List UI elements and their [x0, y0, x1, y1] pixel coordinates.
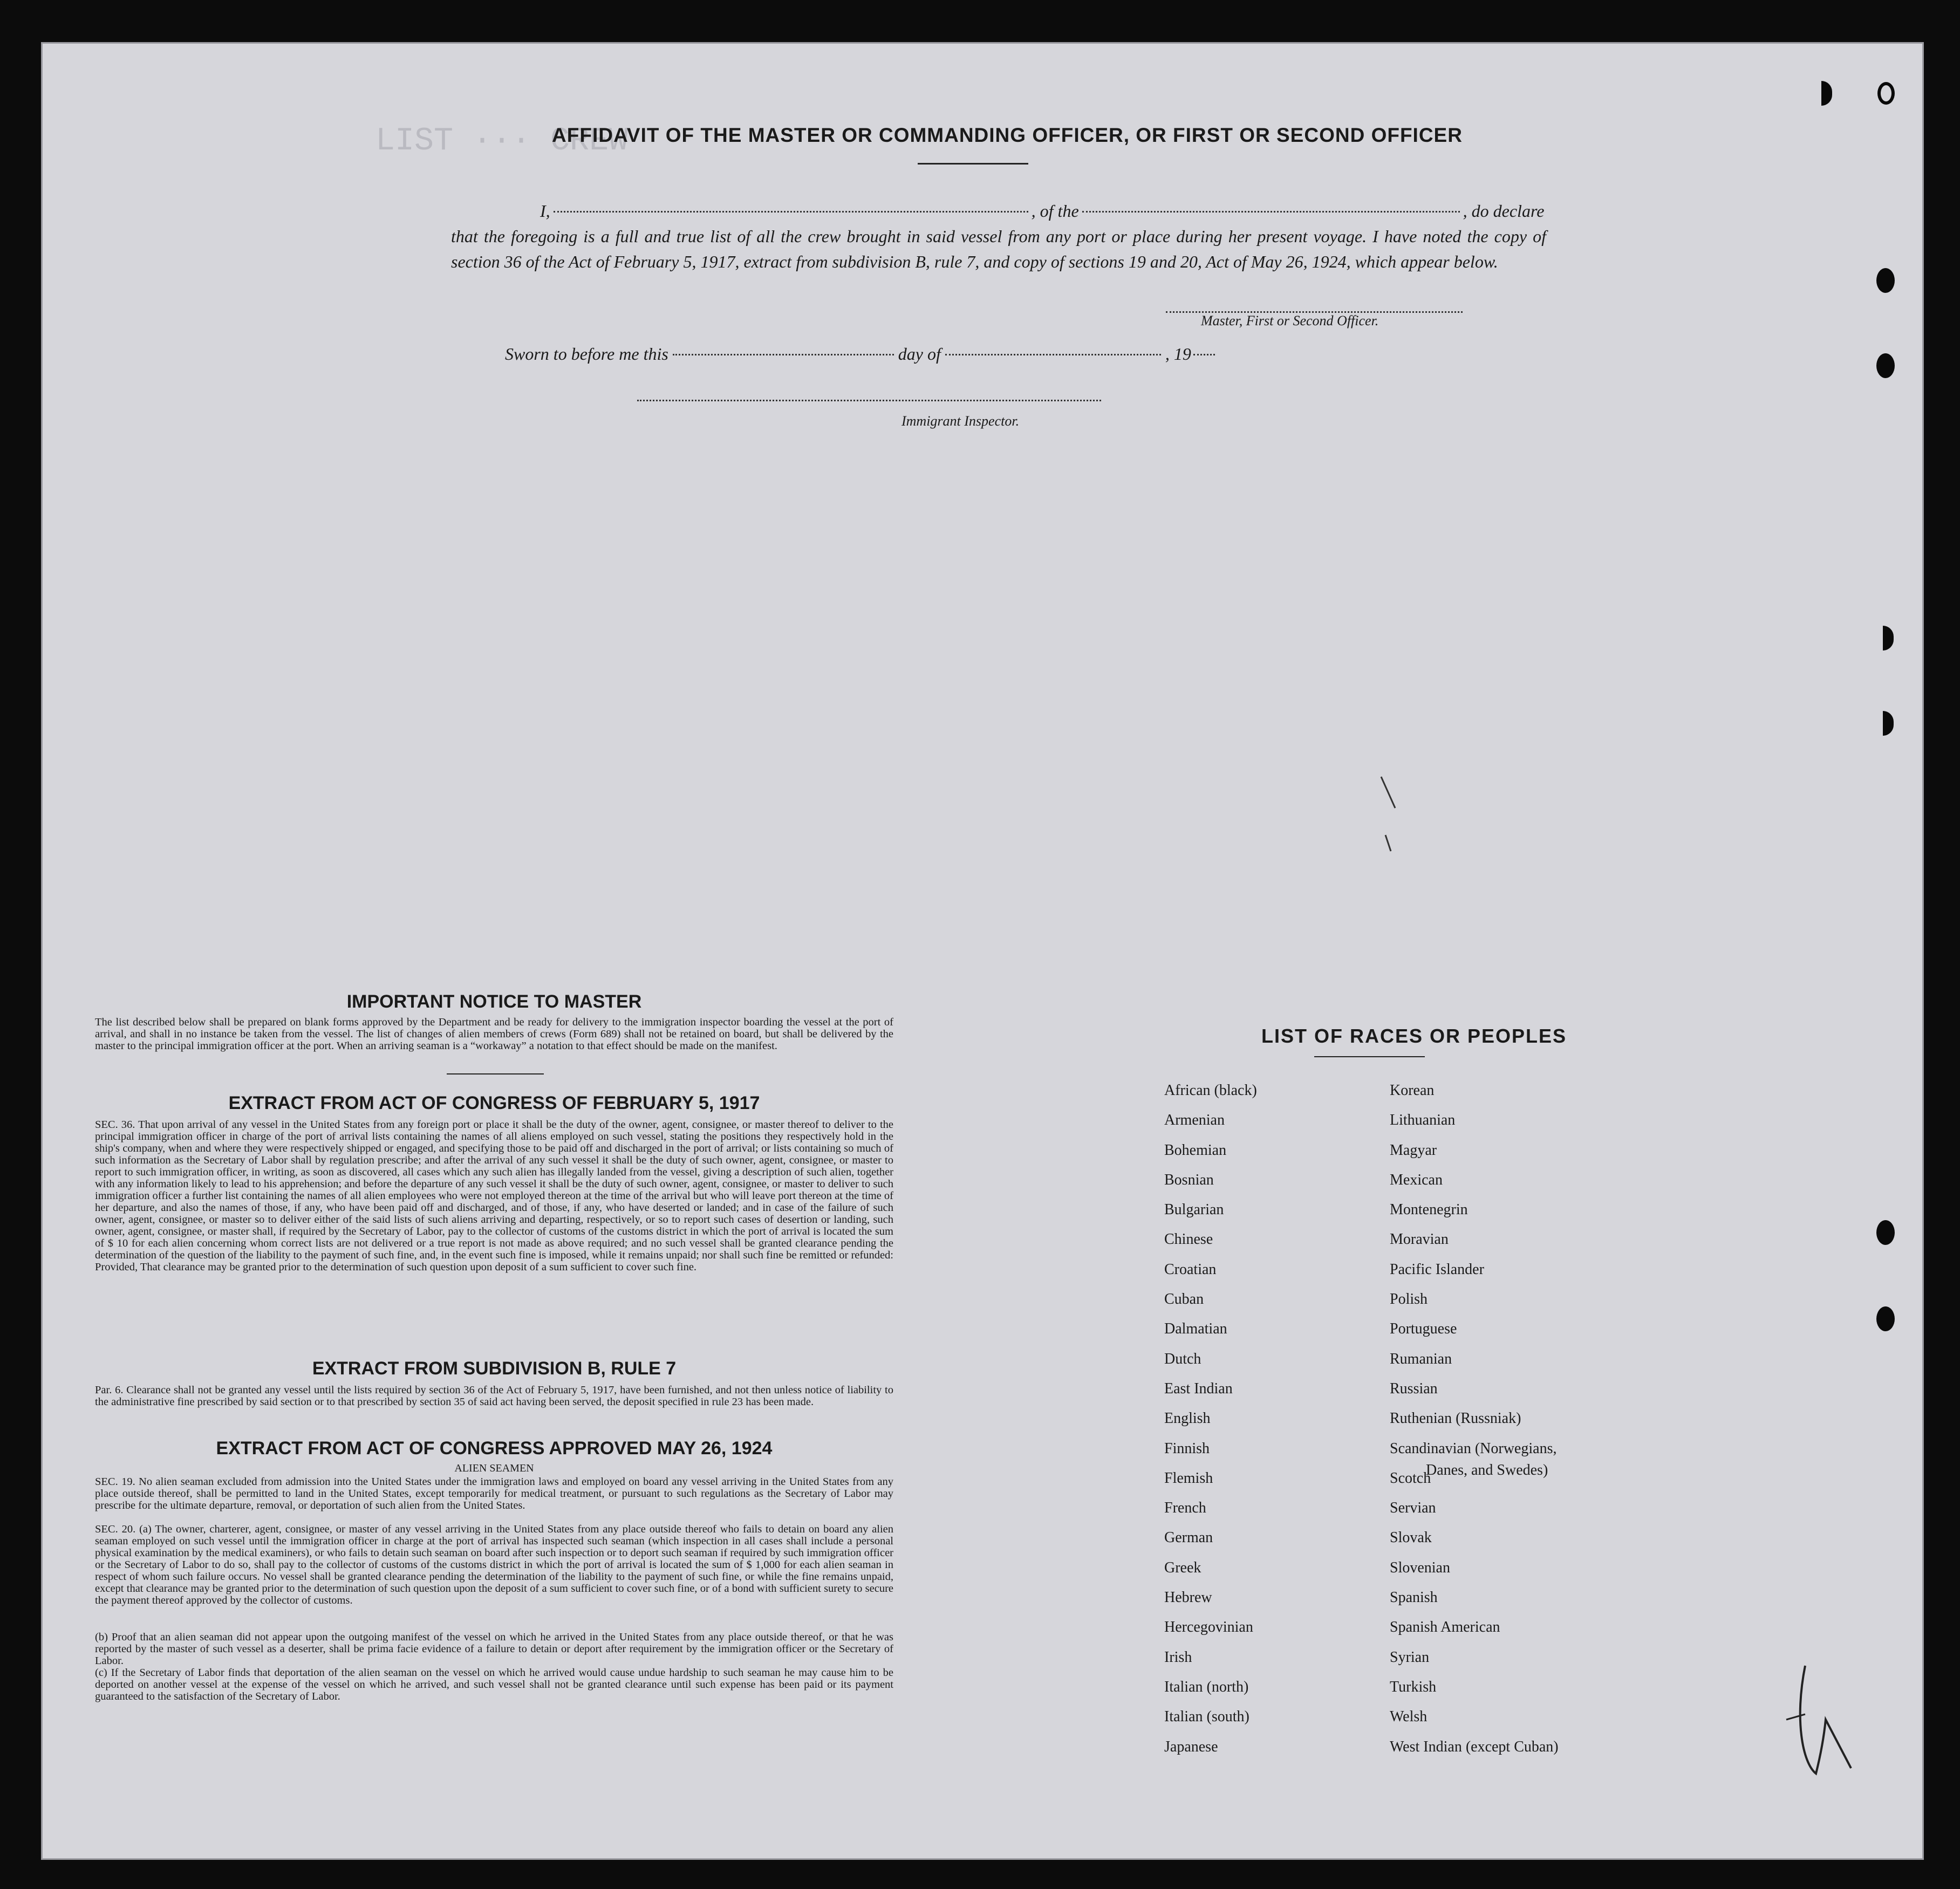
notice-rule: [447, 1073, 544, 1074]
race-item: Spanish: [1390, 1589, 1438, 1606]
race-item: Armenian: [1164, 1112, 1225, 1129]
sec20c-text: (c) If the Secretary of Labor finds that deportation of the alien seaman on the vessel on which he arrived would cause undue hardship to such seaman he may cause him to be deported on another vessel at the expense of the vessel on which he arrived, and such vessel shall not be granted clearance until such expense has been paid or its payment guaranteed to the satisfaction of the Secretary of Labor.: [95, 1667, 893, 1702]
race-item: Dutch: [1164, 1350, 1201, 1367]
vessel-blank[interactable]: [1082, 210, 1460, 213]
race-item: English: [1164, 1410, 1211, 1427]
race-item: Korean: [1390, 1082, 1435, 1099]
binder-hole: [1876, 1220, 1895, 1245]
race-item: Welsh: [1390, 1708, 1428, 1726]
race-item: Hebrew: [1164, 1589, 1212, 1606]
sworn-year-blank[interactable]: [1193, 353, 1215, 355]
race-item: Cuban: [1164, 1291, 1204, 1308]
race-item: African (black): [1164, 1082, 1257, 1099]
pen-mark: [1379, 776, 1401, 862]
race-item: Montenegrin: [1390, 1201, 1468, 1219]
race-item: Bosnian: [1164, 1171, 1214, 1188]
sworn-text: Sworn to before me this: [505, 344, 668, 364]
race-item: Lithuanian: [1390, 1112, 1456, 1129]
race-item: Ruthenian (Russniak): [1390, 1410, 1521, 1427]
race-item: Polish: [1390, 1291, 1428, 1308]
declare-do-declare: , do declare: [1463, 201, 1545, 221]
race-item: Flemish: [1164, 1469, 1213, 1487]
race-item: East Indian: [1164, 1380, 1233, 1397]
race-item: Hercegovinian: [1164, 1619, 1253, 1636]
sworn-line: [451, 341, 1476, 367]
binder-hole: [1876, 268, 1895, 293]
inspector-signature-line[interactable]: [637, 399, 1101, 401]
race-item: Pacific Islander: [1390, 1261, 1484, 1278]
race-item: Italian (north): [1164, 1678, 1249, 1695]
sec19-text: SEC. 19. No alien seaman excluded from admission into the United States under the immigration laws and employed on board any vessel arriving in the United States from any place outside thereof, shall be permitted to land in the United States, except temporarily for medical treatment, or pursuant to such regulations as the Secretary of Labor may prescribe for the ultimate departure, removal, or deportation of such alien from the United States.: [95, 1476, 893, 1511]
rule7-text: Par. 6. Clearance shall not be granted any vessel until the lists required by section 36 of the Act of February 5, 1917, have been furnished, and not then unless notice of liability to the administrative fine prescribed by said section or to that prescribed by section 35 of said act having been served, the deposit specified in rule 23 has been made.: [95, 1384, 893, 1408]
sec20b-text: (b) Proof that an alien seaman did not appear upon the outgoing manifest of the vessel on which he arrived in the United States from any place outside thereof, or that he was reported by the master of such vessel as a deserter, shall be prima facie evidence of a failure to detain or deport after requirement by the immigration officer or the Secretary of Labor.: [95, 1631, 893, 1667]
race-item: Scandinavian (Norwegians,: [1390, 1440, 1557, 1457]
inspector-caption: Immigrant Inspector.: [902, 413, 1020, 429]
race-item: Slovak: [1390, 1529, 1432, 1546]
handwritten-check-mark: [1784, 1655, 1859, 1784]
affidavit-title: AFFIDAVIT OF THE MASTER OR COMMANDING OFFICER, OR FIRST OR SECOND OFFICER: [552, 124, 1463, 146]
bleed-through-rows: [41, 172, 1875, 981]
race-item: Chinese: [1164, 1231, 1213, 1248]
race-item: West Indian (except Cuban): [1390, 1738, 1559, 1755]
race-item: Japanese: [1164, 1738, 1218, 1755]
race-item: Turkish: [1390, 1678, 1437, 1695]
document-sheet: [41, 42, 1924, 1860]
race-item: Servian: [1390, 1500, 1436, 1517]
notice-text: The list described below shall be prepared on blank forms approved by the Department and be ready for delivery to the immigration inspector boarding the vessel at the port of arrival, and shall in no instance be taken from the vessel. The list of changes of alien members of crews (Form 689) shall not be retained on board, but shall be delivered by the master to the principal immigration officer at the port. When an arriving seaman is a “workaway” a notation to that effect should be made on the manifest.: [95, 1016, 893, 1052]
race-item: Syrian: [1390, 1648, 1430, 1666]
sworn-day-of: day of: [898, 344, 941, 364]
race-item: Dalmatian: [1164, 1320, 1227, 1338]
sworn-month-blank[interactable]: [945, 353, 1161, 355]
race-item: Bohemian: [1164, 1141, 1227, 1159]
race-item: Spanish American: [1390, 1619, 1500, 1636]
declaration-line: [451, 199, 1546, 224]
extract-1917-text: SEC. 36. That upon arrival of any vessel in the United States from any foreign port or place it shall be the duty of the owner, agent, consignee, or master thereof to deliver to the principal immigration officer in charge of the port of arrival lists containing the names of all aliens employed on such vessel, stating the positions they respectively hold in the ship's company, when and where they were respectively shipped or engaged, and specifying those to be paid off and discharged in the port of arrival; or lists containing so much of such information as the Secretary of Labor shall by regulation prescribe; and after the arrival of any such vessel it shall be the duty of such owner, agent, consignee, or master to report to such immigration officer, in writing, as soon as discovered, all cases which any such alien has illegally landed from the vessel, giving a description of such alien, together with any information likely to lead to his apprehension; and before the departure of any such vessel it shall be the duty of such owner, agent, consignee, or master to deliver to such immigration officer a further list containing the names of all alien employees who were not employed thereon at the time of the arrival but who will leave port thereon at the time of her departure, and also the names of those, if any, who have been paid off and discharged, and of those, if any, who have deserted or landed; and in case of the failure of such owner, agent, consignee, or master so to deliver either of the said lists of such aliens arriving and departing, respectively, or so to report such cases of desertion or landing, such owner, agent, consignee, or master shall, if required by the Secretary of Labor, pay to the collector of customs of the customs district in which the port of arrival is located the sum of $ 10 for each alien concerning whom correct lists are not delivered or a true report is not made as above required; and no such vessel shall be granted clearance pending the determination of the question of the liability to the payment of such fine, and, in the event such fine is imposed, while it remains unpaid; nor shall such fine be remitted or refunded: Provided, That clearance may be granted prior to the determination of such question upon deposit of a sum sufficient to cover such fine.: [95, 1119, 893, 1273]
race-item: French: [1164, 1500, 1206, 1517]
race-item: Bulgarian: [1164, 1201, 1224, 1219]
race-item: Rumanian: [1390, 1350, 1452, 1367]
race-item: Irish: [1164, 1648, 1192, 1666]
name-blank[interactable]: [554, 210, 1028, 213]
race-item: Slovenian: [1390, 1559, 1450, 1576]
race-item: Italian (south): [1164, 1708, 1249, 1726]
race-item: Finnish: [1164, 1440, 1210, 1457]
race-item: Moravian: [1390, 1231, 1449, 1248]
extract-1924-subtitle: ALIEN SEAMEN: [454, 1462, 534, 1474]
races-rule: [1314, 1056, 1425, 1057]
extract-1917-title: EXTRACT FROM ACT OF CONGRESS OF FEBRUARY 5, 1917: [228, 1093, 760, 1113]
master-caption: Master, First or Second Officer.: [1201, 313, 1379, 328]
affidavit-body: that the foregoing is a full and true list of all the crew brought in said vessel from any port or place during her present voyage. I have noted the copy of section 36 of the Act of February 5, 1917, extract from subdivision B, rule 7, and copy of sections 19 and 20, Act of May 26, 1924, which appear below.: [451, 227, 1546, 271]
races-column-1: [1164, 1083, 1257, 1769]
sworn-day-blank[interactable]: [673, 353, 894, 355]
races-column-2: [1390, 1083, 1559, 1769]
sworn-year: , 19: [1165, 344, 1191, 364]
declare-of-the: , of the: [1031, 201, 1079, 221]
race-item: Croatian: [1164, 1261, 1217, 1278]
race-item: Scotch: [1390, 1469, 1431, 1487]
rule7-title: EXTRACT FROM SUBDIVISION B, RULE 7: [312, 1358, 677, 1379]
race-item: Mexican: [1390, 1171, 1443, 1188]
race-item: Greek: [1164, 1559, 1201, 1576]
race-item: Portuguese: [1390, 1320, 1457, 1338]
binder-hole: [1876, 1306, 1895, 1331]
race-scandinavian-continued: Danes, and Swedes): [1426, 1462, 1548, 1479]
bleed-through: LIST ··· CREW: [375, 123, 629, 160]
binder-hole: [1876, 353, 1895, 378]
races-title: LIST OF RACES OR PEOPLES: [1261, 1025, 1567, 1047]
extract-1924-title: EXTRACT FROM ACT OF CONGRESS APPROVED MAY 26, 1924: [216, 1438, 773, 1459]
race-item: Magyar: [1390, 1141, 1437, 1159]
notice-title: IMPORTANT NOTICE TO MASTER: [346, 991, 642, 1012]
title-rule: [918, 163, 1028, 165]
sec20a-text: SEC. 20. (a) The owner, charterer, agent, consignee, or master of any vessel arriving in the United States from any place outside thereof who fails to detain on board any alien seaman employed on such vessel until the immigration officer in charge at the port of arrival has inspected such seaman (which inspection in all cases shall include a personal physical examination by the medical examiners), or who fails to detain such seaman on board after such inspection or to deport such seaman if required by such immigration officer or the Secretary of Labor to do so, shall pay to the collector of customs of the customs district in which the port of arrival is located the sum of $ 1,000 for each alien seaman in respect of whom such failure occurs. No vessel shall be granted clearance pending the determination of the liability to the payment of such fine, or while the fine remains unpaid, except that clearance may be granted prior to the determination of such question upon the deposit of a sum sufficient to cover such fine, or of a bond with sufficient surety to secure the payment thereof approved by the collector of customs.: [95, 1523, 893, 1606]
race-item: German: [1164, 1529, 1213, 1546]
declare-i: I,: [540, 201, 550, 221]
binder-hole: [1877, 82, 1895, 105]
race-item: Russian: [1390, 1380, 1438, 1397]
